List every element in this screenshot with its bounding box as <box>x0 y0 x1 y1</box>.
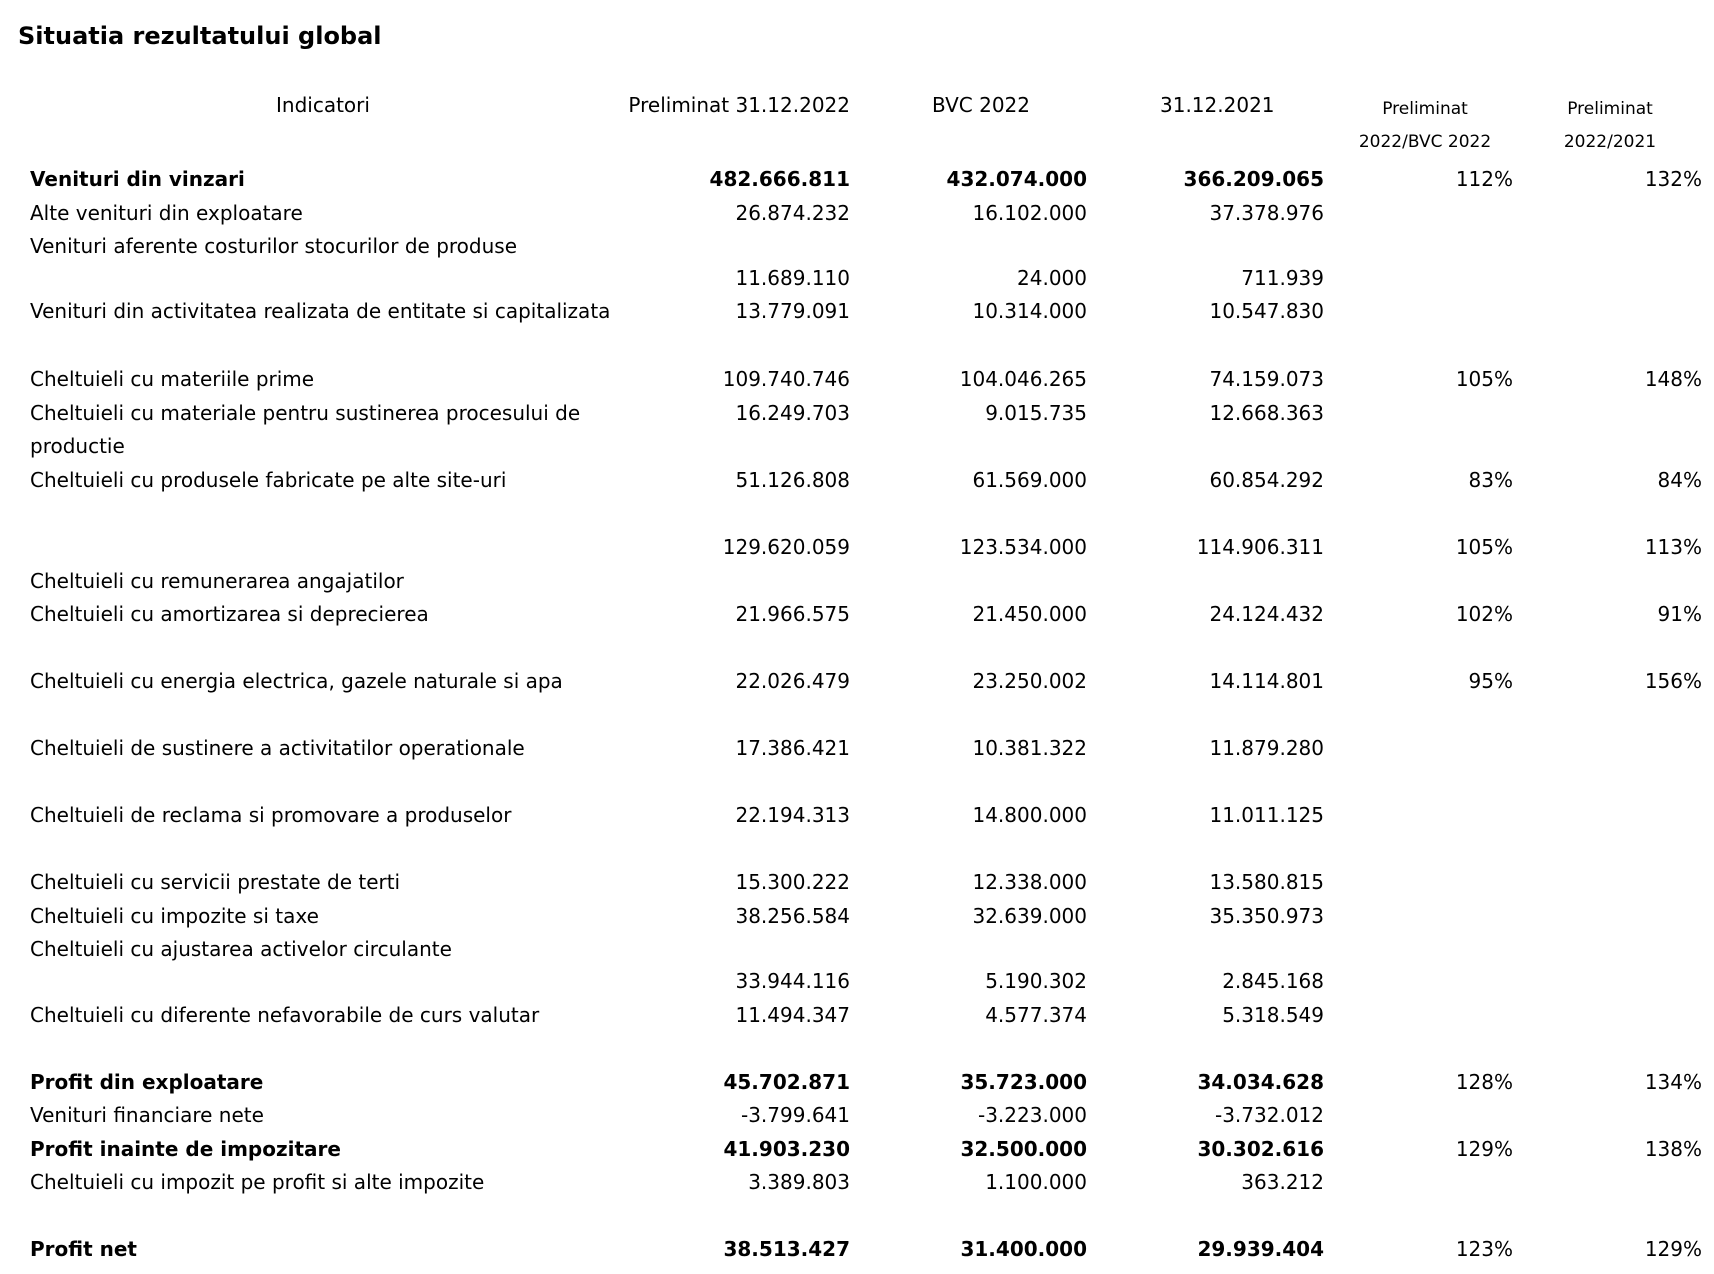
value-2021: 711.939 <box>1241 266 1324 290</box>
value-2021: 37.378.976 <box>1209 201 1324 225</box>
value-bvc-2022: 12.338.000 <box>972 870 1087 894</box>
value-bvc-2022: 5.190.302 <box>985 969 1087 993</box>
value-2021: 363.212 <box>1241 1170 1324 1194</box>
value-bvc-2022: 14.800.000 <box>972 803 1087 827</box>
value-2021: 60.854.292 <box>1209 468 1324 492</box>
value-bvc-2022: 10.314.000 <box>972 299 1087 323</box>
table-row <box>0 362 1714 396</box>
value-preliminat-2022: 51.126.808 <box>735 468 850 492</box>
value-bvc-2022: -3.223.000 <box>977 1103 1087 1127</box>
header-ratio-bvc-line2: 2022/BVC 2022 <box>1358 132 1492 152</box>
ratio-bvc: 128% <box>1455 1070 1513 1094</box>
header-preliminat-2022: Preliminat 31.12.2022 <box>628 93 850 117</box>
value-bvc-2022: 31.400.000 <box>960 1237 1087 1261</box>
value-2021: 29.939.404 <box>1197 1237 1324 1261</box>
ratio-2021: 132% <box>1644 167 1702 191</box>
table-row <box>0 597 1714 631</box>
table-row <box>0 899 1714 933</box>
row-label: Cheltuieli cu produsele fabricate pe alte site-uri <box>30 468 507 492</box>
row-label: Alte venituri din exploatare <box>30 201 303 225</box>
table-row <box>0 664 1714 698</box>
value-2021: 5.318.549 <box>1222 1003 1324 1027</box>
row-label: Cheltuieli cu impozite si taxe <box>30 904 319 928</box>
value-preliminat-2022: 33.944.116 <box>735 969 850 993</box>
value-2021: 14.114.801 <box>1209 669 1324 693</box>
header-bvc-2022: BVC 2022 <box>932 93 1031 117</box>
value-2021: 114.906.311 <box>1196 535 1324 559</box>
value-2021: 2.845.168 <box>1222 969 1324 993</box>
value-bvc-2022: 24.000 <box>1017 266 1087 290</box>
value-2021: 24.124.432 <box>1209 602 1324 626</box>
ratio-bvc: 123% <box>1455 1237 1513 1261</box>
header-ratio-2021 <box>1545 93 1675 159</box>
ratio-bvc: 105% <box>1455 535 1513 559</box>
value-bvc-2022: 4.577.374 <box>985 1003 1087 1027</box>
value-preliminat-2022: 482.666.811 <box>709 167 850 191</box>
value-2021: 10.547.830 <box>1209 299 1324 323</box>
ratio-2021: 156% <box>1644 669 1702 693</box>
value-bvc-2022: 32.500.000 <box>960 1137 1087 1161</box>
ratio-2021: 138% <box>1644 1137 1702 1161</box>
page-title: Situatia rezultatului global <box>18 22 382 50</box>
value-preliminat-2022: 129.620.059 <box>722 535 850 559</box>
table-row <box>0 196 1714 230</box>
ratio-bvc: 83% <box>1468 468 1513 492</box>
value-preliminat-2022: 13.779.091 <box>735 299 850 323</box>
ratio-2021: 84% <box>1657 468 1702 492</box>
row-label: Profit net <box>30 1237 137 1261</box>
row-label: Cheltuieli cu remunerarea angajatilor <box>30 569 404 593</box>
value-preliminat-2022: 21.966.575 <box>735 602 850 626</box>
value-bvc-2022: 35.723.000 <box>960 1070 1087 1094</box>
value-preliminat-2022: 26.874.232 <box>735 201 850 225</box>
ratio-bvc: 112% <box>1455 167 1513 191</box>
value-2021: 35.350.973 <box>1209 904 1324 928</box>
table-row <box>0 229 1714 297</box>
row-label: Profit inainte de impozitare <box>30 1137 341 1161</box>
table-row <box>0 162 1714 196</box>
table-row <box>0 396 1714 464</box>
row-label: Cheltuieli cu servicii prestate de terti <box>30 870 401 894</box>
row-label: Venituri financiare nete <box>30 1103 264 1127</box>
value-2021: 12.668.363 <box>1209 401 1324 425</box>
table-row <box>0 564 1714 598</box>
value-preliminat-2022: 3.389.803 <box>748 1170 850 1194</box>
row-label: Cheltuieli cu materiale pentru sustinerea procesului de <box>30 401 581 425</box>
value-bvc-2022: 21.450.000 <box>972 602 1087 626</box>
row-label: Cheltuieli de reclama si promovare a produselor <box>30 803 512 827</box>
header-ratio-bvc <box>1350 93 1500 159</box>
table-row <box>0 798 1714 832</box>
header-2021: 31.12.2021 <box>1160 93 1275 117</box>
value-bvc-2022: 432.074.000 <box>946 167 1087 191</box>
value-preliminat-2022: 22.194.313 <box>735 803 850 827</box>
value-preliminat-2022: 38.256.584 <box>735 904 850 928</box>
value-bvc-2022: 104.046.265 <box>959 367 1087 391</box>
table-row <box>0 530 1714 564</box>
row-label: Venituri din vinzari <box>30 167 245 191</box>
value-bvc-2022: 61.569.000 <box>972 468 1087 492</box>
value-preliminat-2022: 17.386.421 <box>735 736 850 760</box>
value-preliminat-2022: 15.300.222 <box>735 870 850 894</box>
ratio-bvc: 95% <box>1468 669 1513 693</box>
value-bvc-2022: 32.639.000 <box>972 904 1087 928</box>
table-row <box>0 865 1714 899</box>
value-2021: 30.302.616 <box>1197 1137 1324 1161</box>
row-label: Cheltuieli de sustinere a activitatilor operationale <box>30 736 525 760</box>
table-row <box>0 463 1714 497</box>
value-bvc-2022: 23.250.002 <box>972 669 1087 693</box>
table-row <box>0 998 1714 1032</box>
value-preliminat-2022: 22.026.479 <box>735 669 850 693</box>
row-label: Cheltuieli cu amortizarea si deprecierea <box>30 602 429 626</box>
value-preliminat-2022: 11.494.347 <box>735 1003 850 1027</box>
ratio-2021: 113% <box>1644 535 1702 559</box>
table-row <box>0 1132 1714 1166</box>
row-label-continued: productie <box>30 434 125 458</box>
value-preliminat-2022: 109.740.746 <box>722 367 850 391</box>
value-2021: 13.580.815 <box>1209 870 1324 894</box>
ratio-2021: 129% <box>1644 1237 1702 1261</box>
row-label: Profit din exploatare <box>30 1070 264 1094</box>
table-row <box>0 1165 1714 1199</box>
table-row <box>0 1065 1714 1099</box>
value-bvc-2022: 9.015.735 <box>985 401 1087 425</box>
value-preliminat-2022: 11.689.110 <box>735 266 850 290</box>
ratio-2021: 91% <box>1657 602 1702 626</box>
value-bvc-2022: 10.381.322 <box>972 736 1087 760</box>
value-2021: 74.159.073 <box>1209 367 1324 391</box>
value-2021: -3.732.012 <box>1214 1103 1324 1127</box>
value-2021: 11.011.125 <box>1209 803 1324 827</box>
ratio-2021: 148% <box>1644 367 1702 391</box>
table-row <box>0 1098 1714 1132</box>
value-bvc-2022: 16.102.000 <box>972 201 1087 225</box>
row-label: Cheltuieli cu materiile prime <box>30 367 315 391</box>
ratio-bvc: 129% <box>1455 1137 1513 1161</box>
row-label: Cheltuieli cu impozit pe profit si alte impozite <box>30 1170 485 1194</box>
value-2021: 11.879.280 <box>1209 736 1324 760</box>
row-label: Cheltuieli cu diferente nefavorabile de curs valutar <box>30 1003 540 1027</box>
header-ratio-2021-line1: Preliminat <box>1567 99 1653 119</box>
row-label: Cheltuieli cu ajustarea activelor circulante <box>30 937 452 961</box>
value-preliminat-2022: 45.702.871 <box>723 1070 850 1094</box>
row-label: Cheltuieli cu energia electrica, gazele naturale si apa <box>30 669 563 693</box>
ratio-bvc: 105% <box>1455 367 1513 391</box>
value-preliminat-2022: 38.513.427 <box>723 1237 850 1261</box>
header-ratio-bvc-line1: Preliminat <box>1382 99 1468 119</box>
table-row <box>0 932 1714 1000</box>
row-label: Venituri aferente costurilor stocurilor de produse <box>30 234 518 258</box>
ratio-2021: 134% <box>1644 1070 1702 1094</box>
header-ratio-2021-line2: 2022/2021 <box>1563 132 1657 152</box>
value-preliminat-2022: 16.249.703 <box>735 401 850 425</box>
table-row <box>0 294 1714 328</box>
header-indicatori: Indicatori <box>276 93 370 117</box>
value-2021: 34.034.628 <box>1197 1070 1324 1094</box>
value-2021: 366.209.065 <box>1183 167 1324 191</box>
value-bvc-2022: 1.100.000 <box>985 1170 1087 1194</box>
table-row <box>0 1232 1714 1266</box>
value-bvc-2022: 123.534.000 <box>959 535 1087 559</box>
table-row <box>0 731 1714 765</box>
value-preliminat-2022: -3.799.641 <box>740 1103 850 1127</box>
row-label: Venituri din activitatea realizata de entitate si capitalizata <box>30 299 611 323</box>
value-preliminat-2022: 41.903.230 <box>723 1137 850 1161</box>
ratio-bvc: 102% <box>1455 602 1513 626</box>
